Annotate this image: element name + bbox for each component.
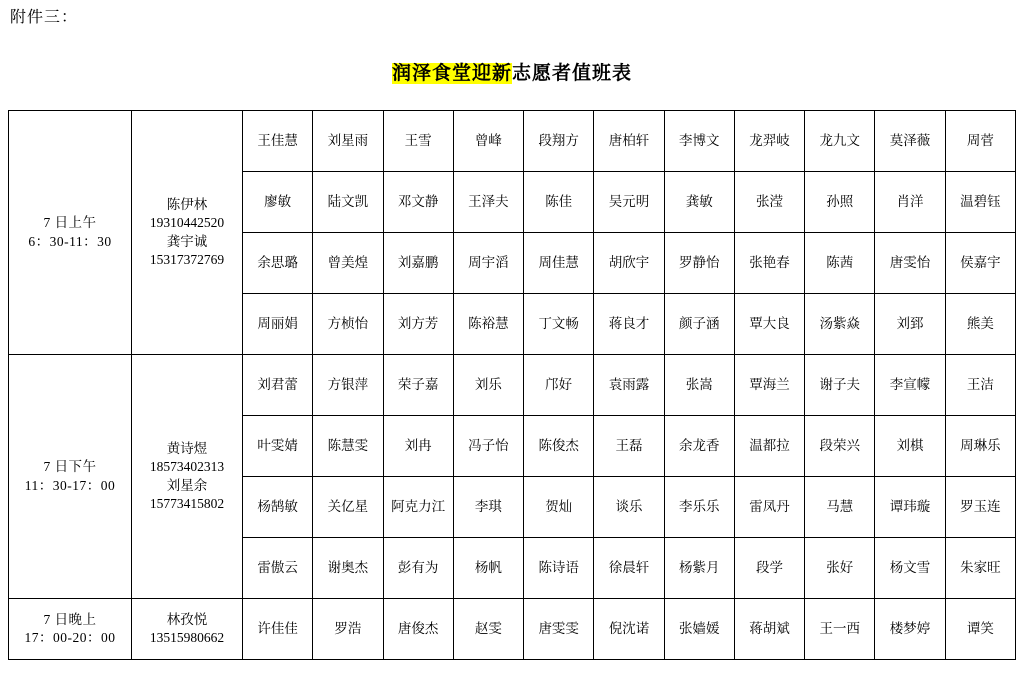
volunteer-cell: 关亿星 [313, 477, 383, 538]
volunteer-cell: 汤紫焱 [805, 294, 875, 355]
volunteer-cell: 段学 [734, 538, 804, 599]
volunteer-cell: 邝好 [524, 355, 594, 416]
volunteer-cell: 方桢怡 [313, 294, 383, 355]
volunteer-cell: 张嵩 [664, 355, 734, 416]
volunteer-cell: 颜子涵 [664, 294, 734, 355]
leader-line: 18573402313 [149, 459, 225, 475]
volunteer-cell: 刘棋 [875, 416, 945, 477]
volunteer-cell: 刘嘉鹏 [383, 233, 453, 294]
volunteer-cell: 段荣兴 [805, 416, 875, 477]
schedule-table-body [9, 111, 1016, 660]
volunteer-cell: 余思璐 [243, 233, 313, 294]
volunteer-cell: 罗浩 [313, 599, 383, 660]
volunteer-cell: 吴元明 [594, 172, 664, 233]
volunteer-cell: 唐柏轩 [594, 111, 664, 172]
page-title [0, 58, 1024, 85]
leader-line: 龚宇诚 [166, 233, 208, 249]
volunteer-cell: 冯子怡 [453, 416, 523, 477]
volunteer-cell: 龚敏 [664, 172, 734, 233]
volunteer-cell: 罗玉连 [945, 477, 1015, 538]
volunteer-cell: 谢子夫 [805, 355, 875, 416]
shift-line: 11：30-17：00 [24, 477, 116, 493]
volunteer-cell: 陆文凯 [313, 172, 383, 233]
shift-line: 17：00-20：00 [24, 630, 116, 645]
volunteer-cell: 邓文静 [383, 172, 453, 233]
volunteer-cell: 孙照 [805, 172, 875, 233]
volunteer-cell: 熊美 [945, 294, 1015, 355]
leader-line: 陈伊林 [166, 197, 208, 213]
table-row [9, 355, 1016, 416]
volunteer-cell: 李宣幪 [875, 355, 945, 416]
volunteer-cell: 王一西 [805, 599, 875, 660]
leader-line: 15773415802 [149, 495, 225, 511]
volunteer-cell: 倪沈诺 [594, 599, 664, 660]
volunteer-cell: 覃大良 [734, 294, 804, 355]
volunteer-cell: 王泽夫 [453, 172, 523, 233]
volunteer-cell: 杨紫月 [664, 538, 734, 599]
volunteer-cell: 唐俊杰 [383, 599, 453, 660]
table-row [9, 111, 1016, 172]
volunteer-cell: 徐晨轩 [594, 538, 664, 599]
leader-line: 黄诗煜 [166, 441, 208, 457]
volunteer-cell: 谭笑 [945, 599, 1015, 660]
volunteer-cell: 赵雯 [453, 599, 523, 660]
volunteer-cell: 荣子嘉 [383, 355, 453, 416]
volunteer-cell: 陈裕慧 [453, 294, 523, 355]
leader-cell-evening [132, 599, 243, 660]
volunteer-cell: 余龙香 [664, 416, 734, 477]
volunteer-cell: 张好 [805, 538, 875, 599]
shift-cell-afternoon [9, 355, 132, 599]
volunteer-cell: 曾峰 [453, 111, 523, 172]
volunteer-cell: 陈俊杰 [524, 416, 594, 477]
volunteer-cell: 谈乐 [594, 477, 664, 538]
volunteer-cell: 张滢 [734, 172, 804, 233]
volunteer-cell: 覃海兰 [734, 355, 804, 416]
volunteer-cell: 刘郅 [875, 294, 945, 355]
volunteer-cell: 谢奥杰 [313, 538, 383, 599]
volunteer-cell: 马慧 [805, 477, 875, 538]
volunteer-cell: 李博文 [664, 111, 734, 172]
volunteer-cell: 李乐乐 [664, 477, 734, 538]
volunteer-cell: 李琪 [453, 477, 523, 538]
volunteer-cell: 叶雯婧 [243, 416, 313, 477]
shift-cell-evening [9, 599, 132, 660]
volunteer-cell: 张艳春 [734, 233, 804, 294]
shift-line: 7 日下午 [43, 459, 97, 475]
volunteer-cell: 段翔方 [524, 111, 594, 172]
volunteer-cell: 蒋良才 [594, 294, 664, 355]
volunteer-cell: 王洁 [945, 355, 1015, 416]
volunteer-cell: 周佳慧 [524, 233, 594, 294]
volunteer-cell: 龙九文 [805, 111, 875, 172]
volunteer-cell: 刘君蕾 [243, 355, 313, 416]
attachment-label: 附件三： [10, 9, 79, 26]
volunteer-cell: 肖洋 [875, 172, 945, 233]
volunteer-cell: 王佳慧 [243, 111, 313, 172]
volunteer-cell: 阿克力江 [383, 477, 453, 538]
volunteer-cell: 许佳佳 [243, 599, 313, 660]
volunteer-cell: 胡欣宇 [594, 233, 664, 294]
volunteer-cell: 朱家旺 [945, 538, 1015, 599]
volunteer-cell: 唐雯怡 [875, 233, 945, 294]
volunteer-cell: 陈诗语 [524, 538, 594, 599]
volunteer-cell: 蒋胡斌 [734, 599, 804, 660]
volunteer-cell: 曾美煌 [313, 233, 383, 294]
volunteer-cell: 袁雨露 [594, 355, 664, 416]
volunteer-cell: 廖敏 [243, 172, 313, 233]
volunteer-cell: 彭有为 [383, 538, 453, 599]
volunteer-cell: 罗静怡 [664, 233, 734, 294]
volunteer-cell: 王磊 [594, 416, 664, 477]
volunteer-cell: 莫泽薇 [875, 111, 945, 172]
volunteer-cell: 王雪 [383, 111, 453, 172]
volunteer-cell: 楼梦婷 [875, 599, 945, 660]
volunteer-cell: 陈慧雯 [313, 416, 383, 477]
leader-line: 刘星余 [166, 477, 208, 493]
volunteer-cell: 杨鹄敏 [243, 477, 313, 538]
volunteer-cell: 周宇滔 [453, 233, 523, 294]
page-title-highlight: 润泽食堂迎新 [391, 63, 512, 84]
volunteer-cell: 雷傲云 [243, 538, 313, 599]
page-title-rest: 志愿者值班表 [512, 63, 633, 84]
volunteer-cell: 温都拉 [734, 416, 804, 477]
leader-line: 林孜悦 [166, 611, 208, 627]
volunteer-cell: 刘方芳 [383, 294, 453, 355]
volunteer-cell: 刘星雨 [313, 111, 383, 172]
volunteer-cell: 杨文雪 [875, 538, 945, 599]
volunteer-cell: 刘冉 [383, 416, 453, 477]
table-row [9, 599, 1016, 660]
leader-line: 13515980662 [149, 630, 225, 645]
volunteer-cell: 陈佳 [524, 172, 594, 233]
shift-cell-morning [9, 111, 132, 355]
shift-line: 6：30-11：30 [28, 233, 112, 249]
volunteer-cell: 龙羿岐 [734, 111, 804, 172]
shift-line: 7 日晚上 [43, 611, 97, 627]
volunteer-cell: 唐雯雯 [524, 599, 594, 660]
volunteer-cell: 丁文畅 [524, 294, 594, 355]
volunteer-cell: 侯嘉宇 [945, 233, 1015, 294]
volunteer-cell: 周丽娟 [243, 294, 313, 355]
volunteer-cell: 雷凤丹 [734, 477, 804, 538]
schedule-table [8, 110, 1016, 660]
volunteer-cell: 贺灿 [524, 477, 594, 538]
leader-cell-morning [132, 111, 243, 355]
volunteer-cell: 刘乐 [453, 355, 523, 416]
volunteer-cell: 谭玮璇 [875, 477, 945, 538]
volunteer-cell: 温碧钰 [945, 172, 1015, 233]
volunteer-cell: 张嫱媛 [664, 599, 734, 660]
volunteer-cell: 方银萍 [313, 355, 383, 416]
volunteer-cell: 周琳乐 [945, 416, 1015, 477]
volunteer-cell: 陈茜 [805, 233, 875, 294]
volunteer-cell: 杨帆 [453, 538, 523, 599]
volunteer-cell: 周菅 [945, 111, 1015, 172]
leader-line: 15317372769 [149, 251, 225, 267]
leader-cell-afternoon [132, 355, 243, 599]
shift-line: 7 日上午 [43, 215, 97, 231]
leader-line: 19310442520 [149, 215, 225, 231]
